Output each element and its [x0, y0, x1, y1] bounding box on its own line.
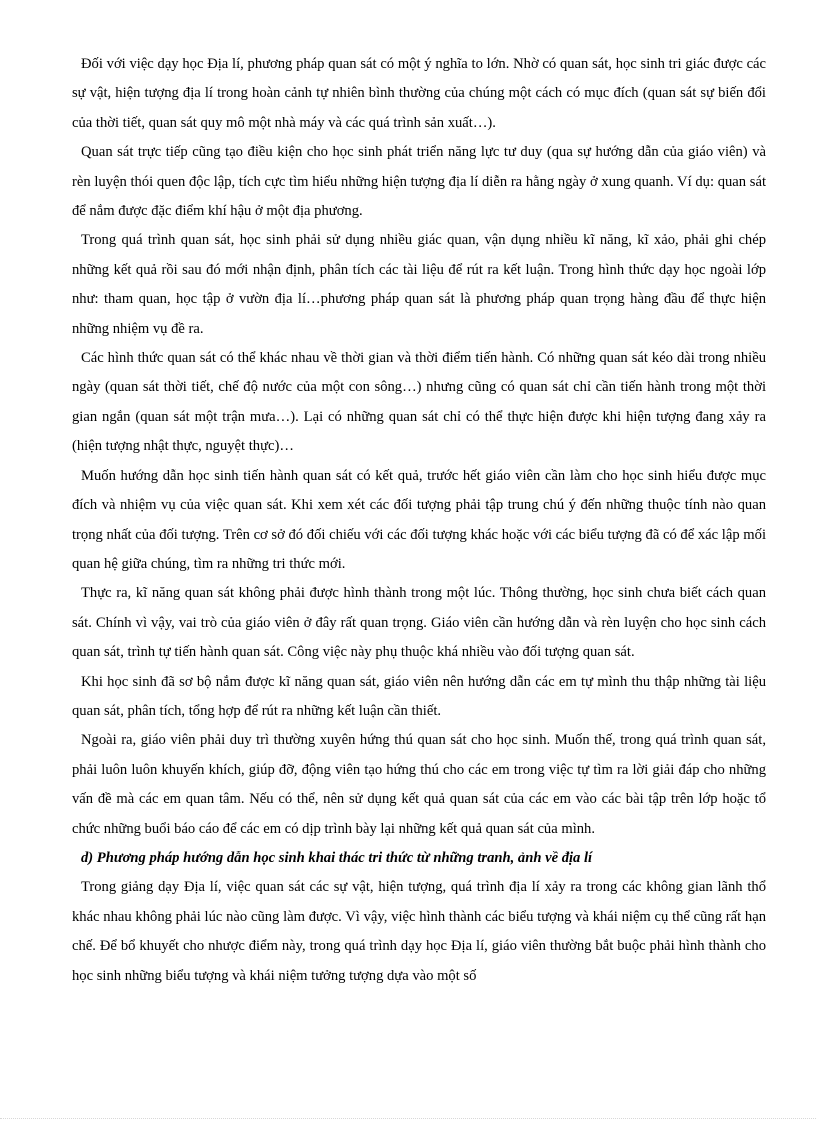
- paragraph-observation-forms: Các hình thức quan sát có thể khác nhau về thời gian và thời điểm tiến hành. Có những quan sát kéo dài trong nhiều ngày (quan sát thời tiết, chế độ nước của một con sông…) nhưng cũng có quan sát chỉ cần tiến hành trong một thời gian ngắn (quan sát một trận mưa…). Lại có những quan sát chỉ có thể thực hiện được khi hiện tượng đang xảy ra (hiện tượng nhật thực, nguyệt thực)…: [72, 350, 766, 455]
- paragraph-self-collection: Khi học sinh đã sơ bộ nắm được kĩ năng quan sát, giáo viên nên hướng dẫn các em tự mình thu thập những tài liệu quan sát, phân tích, tổng hợp để rút ra những kết luận cần thiết.: [72, 673, 766, 719]
- paragraph-maintain-interest: Ngoài ra, giáo viên phải duy trì thường xuyên hứng thú quan sát cho học sinh. Muốn thế, trong quá trình quan sát, phải luôn luôn khuyến khích, giúp đỡ, động viên tạo hứng thú cho các em trong việc tự tìm ra lời giải đáp cho những vấn đề mà các em quan tâm. Nếu có thể, nên sử dụng kết quả quan sát của các em vào các bài tập trên lớp hoặc tổ chức những buổi báo cáo để các em có dịp trình bày lại những kết quả quan sát của mình.: [72, 732, 766, 837]
- page-bottom-divider: [0, 1118, 816, 1119]
- document-page: [72, 50, 766, 991]
- paragraph-pictures-method: Trong giảng dạy Địa lí, việc quan sát các sự vật, hiện tượng, quá trình địa lí xảy ra trong các không gian lãnh thổ khác nhau không phải lúc nào cũng làm được. Vì vậy, việc hình thành các biểu tượng và khái niệm cụ thể cũng rất hạn chế. Để bổ khuyết cho nhược điểm này, trong quá trình dạy học Địa lí, giáo viên thường bắt buộc phải hình thành cho học sinh những biểu tượng và khái niệm tưởng tượng dựa vào một số: [72, 879, 766, 984]
- paragraph-observation-process: Trong quá trình quan sát, học sinh phải sử dụng nhiều giác quan, vận dụng nhiều kĩ năng, kĩ xảo, phải ghi chép những kết quả rồi sau đó mới nhận định, phân tích các tài liệu để rút ra kết luận. Trong hình thức dạy học ngoài lớp như: tham quan, học tập ở vườn địa lí…phương pháp quan sát là phương pháp quan trọng hàng đầu để thực hiện những nhiệm vụ đề ra.: [72, 232, 766, 337]
- paragraph-direct-observation: Quan sát trực tiếp cũng tạo điều kiện cho học sinh phát triển năng lực tư duy (qua sự hướng dẫn của giáo viên) và rèn luyện thói quen độc lập, tích cực tìm hiểu những hiện tượng địa lí diễn ra hằng ngày ở xung quanh. Ví dụ: quan sát để nắm được đặc điểm khí hậu ở một địa phương.: [72, 144, 766, 220]
- paragraph-guiding-students: Muốn hướng dẫn học sinh tiến hành quan sát có kết quả, trước hết giáo viên cần làm cho học sinh hiểu được mục đích và nhiệm vụ của việc quan sát. Khi xem xét các đối tượng phải tập trung chú ý đến những thuộc tính nào quan trọng nhất của đối tượng. Trên cơ sở đó đối chiếu với các đối tượng khác hoặc với các biểu tượng đã có để xác lập mối quan hệ giữa chúng, tìm ra những tri thức mới.: [72, 467, 766, 572]
- paragraph-skill-formation: Thực ra, kĩ năng quan sát không phải được hình thành trong một lúc. Thông thường, học sinh chưa biết cách quan sát. Chính vì vậy, vai trò của giáo viên ở đây rất quan trọng. Giáo viên cần hướng dẫn và rèn luyện cho học sinh cách quan sát, trình tự tiến hành quan sát. Công việc này phụ thuộc khá nhiều vào đối tượng quan sát.: [72, 585, 766, 661]
- paragraph-observation-importance: Đối với việc dạy học Địa lí, phương pháp quan sát có một ý nghĩa to lớn. Nhờ có quan sát, học sinh tri giác được các sự vật, hiện tượng địa lí trong hoàn cảnh tự nhiên bình thường của chúng một cách có mục đích (quan sát sự biến đổi của thời tiết, quan sát quy mô một nhà máy và các quá trình sản xuất…).: [72, 56, 766, 131]
- section-heading: d) Phương pháp hướng dẫn học sinh khai thác tri thức từ những tranh, ảnh về địa lí: [81, 849, 593, 866]
